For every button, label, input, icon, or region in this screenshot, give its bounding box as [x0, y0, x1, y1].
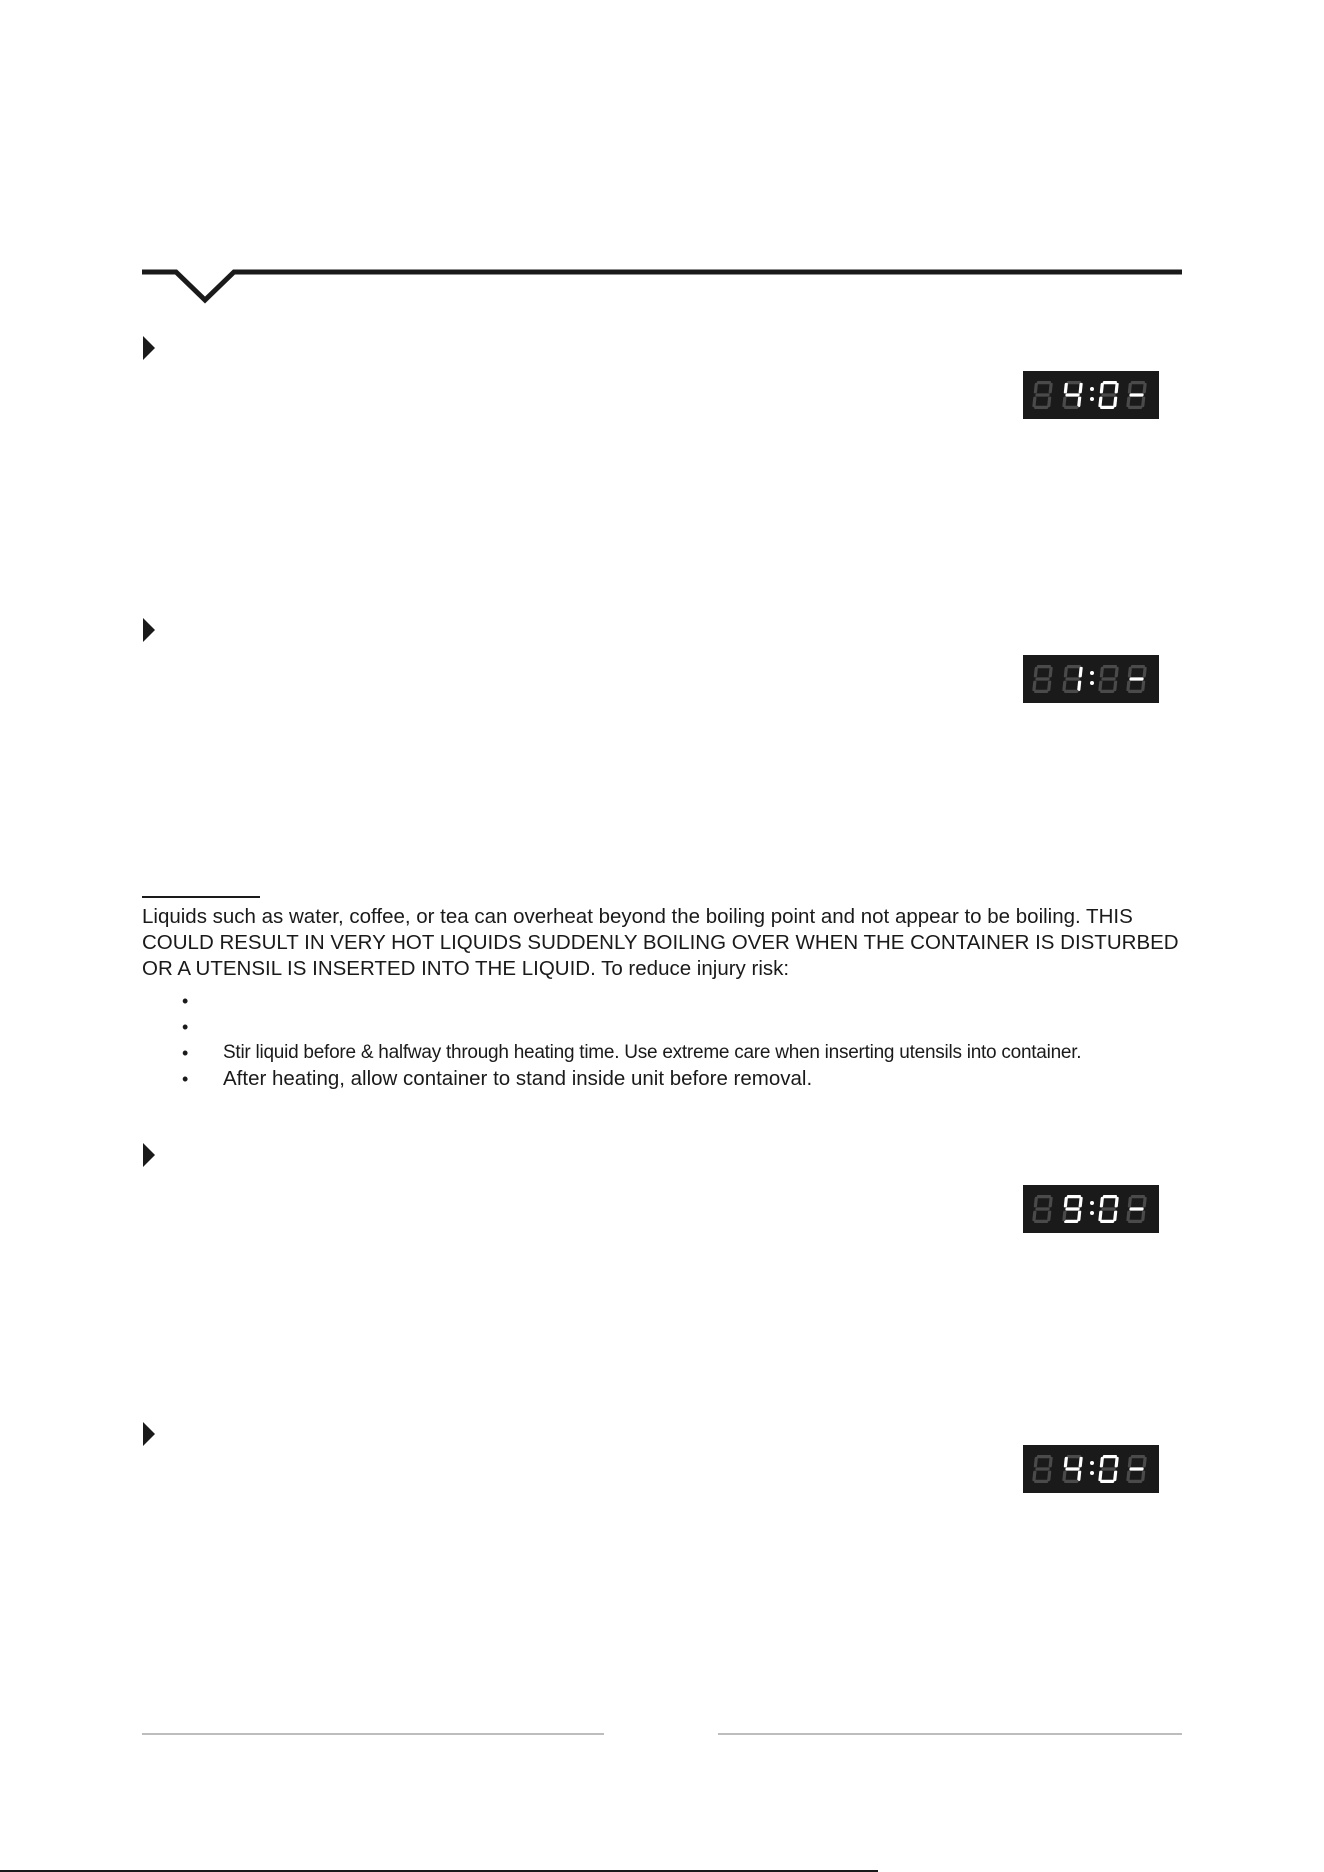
led-colon-dot: [1090, 671, 1094, 675]
footer-rule-left: [142, 1733, 604, 1735]
led-display-3: [1023, 1185, 1159, 1233]
led-segment: [1047, 1211, 1051, 1221]
warning-paragraph: Liquids such as water, coffee, or tea can overheat beyond the boiling point and not appear to be boiling. THIS COULD RESULT IN VERY HOT LIQUIDS SUDDENLY BOILING OVER WHEN THE CONTAINER IS DISTURBED OR A UTENSIL IS INSERTED INTO THE LIQUID. To reduce injury risk:: [142, 905, 1179, 980]
led-segment: [1113, 397, 1117, 407]
led-segment: [1034, 1457, 1038, 1467]
led-segment: [1064, 406, 1078, 409]
led-segment: [1101, 1467, 1115, 1470]
led-segment: [1126, 681, 1130, 691]
bullet-icon: •: [182, 991, 189, 1011]
led-segment: [1141, 1211, 1145, 1221]
led-segment: [1100, 1480, 1114, 1483]
list-item: [175, 1014, 1215, 1040]
led-digits-svg: [1023, 371, 1159, 419]
led-digits-svg: [1023, 1185, 1159, 1233]
led-segment: [1078, 383, 1082, 393]
led-segment: [1098, 1211, 1102, 1221]
section-arrow-icon: [143, 618, 155, 642]
led-segment: [1064, 1457, 1068, 1467]
led-segment: [1100, 406, 1114, 409]
led-segment: [1131, 1455, 1145, 1458]
led-segment: [1067, 1195, 1081, 1198]
led-segment: [1141, 397, 1145, 407]
led-segment: [1103, 665, 1117, 668]
led-segment: [1142, 667, 1146, 677]
led-segment: [1077, 1471, 1081, 1481]
led-segment: [1128, 1480, 1142, 1483]
led-digit: [1126, 665, 1147, 693]
led-segment: [1128, 406, 1142, 409]
led-segment: [1048, 1457, 1052, 1467]
led-segment: [1065, 1207, 1079, 1210]
led-segment: [1126, 1471, 1130, 1481]
led-segment: [1032, 397, 1036, 407]
led-colon-dot: [1090, 681, 1094, 685]
led-segment: [1064, 383, 1068, 393]
led-segment: [1032, 1211, 1036, 1221]
led-segment: [1034, 667, 1038, 677]
led-segment: [1098, 397, 1102, 407]
led-digit: [1032, 665, 1053, 693]
led-segment: [1065, 393, 1079, 396]
led-segment: [1078, 1197, 1082, 1207]
led-colon-dot: [1090, 1461, 1094, 1465]
led-colon-dot: [1090, 387, 1094, 391]
led-segment: [1062, 681, 1066, 691]
led-segment: [1064, 1197, 1068, 1207]
led-colon-dot: [1090, 1211, 1094, 1215]
led-segment: [1067, 381, 1081, 384]
led-segment: [1142, 383, 1146, 393]
bullet-icon: •: [182, 1069, 189, 1089]
led-digit: [1062, 1195, 1083, 1223]
list-item: [175, 1040, 1215, 1066]
led-digit: [1032, 1455, 1053, 1483]
led-segment: [1035, 1467, 1049, 1470]
led-segment: [1067, 665, 1081, 668]
led-segment: [1126, 1211, 1130, 1221]
led-colon-dot: [1090, 1471, 1094, 1475]
led-segment: [1032, 681, 1036, 691]
led-display-1: [1023, 371, 1159, 419]
led-segment: [1113, 1211, 1117, 1221]
led-segment: [1034, 690, 1048, 693]
led-segment: [1100, 1457, 1104, 1467]
bullet-icon: •: [182, 1017, 189, 1037]
bullet-icon: •: [182, 1043, 189, 1063]
section-arrow-icon: [143, 1143, 155, 1167]
led-digit: [1098, 665, 1119, 693]
led-segment: [1131, 1195, 1145, 1198]
led-segment: [1113, 681, 1117, 691]
led-segment: [1065, 677, 1079, 680]
safety-bullet-list: [175, 988, 1215, 1092]
section-arrow-icon: [143, 1422, 155, 1446]
led-segment: [1035, 1207, 1049, 1210]
bullet-text: Stir liquid before & halfway through heating time. Use extreme care when inserting utensils into container.: [223, 1042, 1082, 1063]
led-segment: [1064, 667, 1068, 677]
led-segment: [1098, 681, 1102, 691]
led-segment: [1078, 1457, 1082, 1467]
led-segment: [1077, 397, 1081, 407]
led-segment: [1037, 381, 1051, 384]
led-segment: [1037, 1195, 1051, 1198]
led-segment: [1141, 681, 1145, 691]
led-segment: [1098, 1471, 1102, 1481]
led-segment: [1067, 1455, 1081, 1458]
led-segment: [1100, 383, 1104, 393]
led-segment: [1128, 667, 1132, 677]
led-segment: [1065, 1467, 1079, 1470]
led-segment: [1114, 383, 1118, 393]
led-segment: [1035, 393, 1049, 396]
led-digit: [1032, 1195, 1053, 1223]
led-segment: [1062, 1211, 1066, 1221]
led-digit: [1098, 1455, 1119, 1483]
led-segment: [1129, 677, 1143, 680]
led-segment: [1047, 397, 1051, 407]
footer-rule-right: [718, 1733, 1182, 1735]
led-segment: [1101, 677, 1115, 680]
list-item: [175, 1066, 1215, 1092]
led-segment: [1064, 690, 1078, 693]
section-arrow-icon: [143, 336, 155, 360]
led-segment: [1064, 1220, 1078, 1223]
led-segment: [1114, 667, 1118, 677]
led-segment: [1047, 1471, 1051, 1481]
led-segment: [1128, 1197, 1132, 1207]
led-segment: [1034, 1480, 1048, 1483]
bullet-text: After heating, allow container to stand inside unit before removal.: [223, 1067, 813, 1090]
led-colon-dot: [1090, 1201, 1094, 1205]
led-segment: [1047, 681, 1051, 691]
warning-heading-underline: [142, 896, 260, 898]
led-display-4: [1023, 1445, 1159, 1493]
led-segment: [1078, 667, 1082, 677]
led-digit: [1062, 665, 1083, 693]
led-segment: [1034, 383, 1038, 393]
led-digit: [1098, 1195, 1119, 1223]
led-segment: [1037, 1455, 1051, 1458]
led-segment: [1100, 667, 1104, 677]
led-digits-svg: [1023, 1445, 1159, 1493]
led-colon-dot: [1090, 397, 1094, 401]
led-segment: [1128, 1220, 1142, 1223]
header-rule: [0, 0, 1324, 320]
led-segment: [1142, 1197, 1146, 1207]
led-segment: [1100, 1197, 1104, 1207]
led-segment: [1114, 1197, 1118, 1207]
led-segment: [1034, 1197, 1038, 1207]
led-digit: [1098, 381, 1119, 409]
led-digit: [1032, 381, 1053, 409]
led-segment: [1103, 1455, 1117, 1458]
led-segment: [1032, 1471, 1036, 1481]
led-segment: [1101, 1207, 1115, 1210]
led-segment: [1129, 1467, 1143, 1470]
led-segment: [1129, 1207, 1143, 1210]
led-segment: [1128, 1457, 1132, 1467]
led-segment: [1034, 406, 1048, 409]
led-digit: [1062, 1455, 1083, 1483]
led-segment: [1100, 1220, 1114, 1223]
led-segment: [1114, 1457, 1118, 1467]
led-segment: [1077, 1211, 1081, 1221]
led-segment: [1062, 1471, 1066, 1481]
led-segment: [1131, 381, 1145, 384]
list-item: [175, 988, 1215, 1014]
led-display-2: [1023, 655, 1159, 703]
led-segment: [1101, 393, 1115, 396]
led-segment: [1142, 1457, 1146, 1467]
led-segment: [1129, 393, 1143, 396]
led-segment: [1037, 665, 1051, 668]
led-segment: [1048, 383, 1052, 393]
led-digits-svg: [1023, 655, 1159, 703]
led-digit: [1062, 381, 1083, 409]
led-segment: [1126, 397, 1130, 407]
led-digit: [1126, 1195, 1147, 1223]
led-segment: [1141, 1471, 1145, 1481]
led-segment: [1064, 1480, 1078, 1483]
led-digit: [1126, 381, 1147, 409]
led-segment: [1128, 383, 1132, 393]
led-segment: [1103, 1195, 1117, 1198]
led-segment: [1131, 665, 1145, 668]
led-segment: [1103, 381, 1117, 384]
led-digit: [1126, 1455, 1147, 1483]
led-segment: [1062, 397, 1066, 407]
led-segment: [1077, 681, 1081, 691]
led-segment: [1128, 690, 1142, 693]
led-segment: [1113, 1471, 1117, 1481]
led-segment: [1035, 677, 1049, 680]
led-segment: [1048, 667, 1052, 677]
led-segment: [1048, 1197, 1052, 1207]
led-segment: [1034, 1220, 1048, 1223]
led-segment: [1100, 690, 1114, 693]
